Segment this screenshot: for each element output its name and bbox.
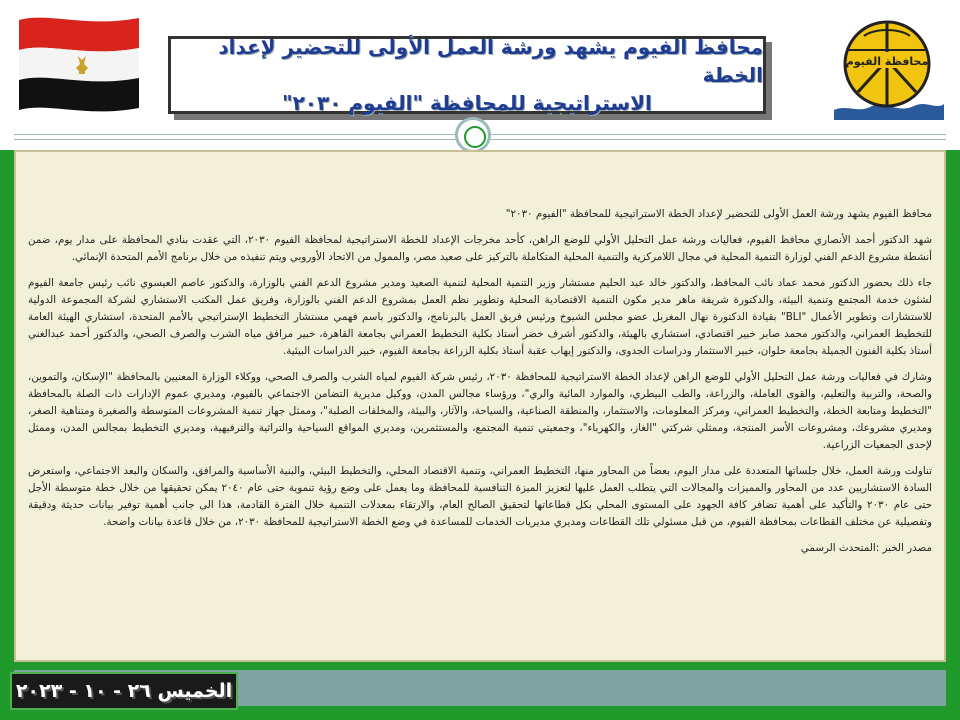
logo-text: محافظة الفيوم bbox=[845, 55, 929, 68]
article-source: مصدر الخبر :المتحدث الرسمي bbox=[800, 542, 932, 554]
article-body bbox=[14, 150, 946, 662]
date-badge: الخميس ٢٦ - ١٠ - ٢٠٢٣ bbox=[10, 672, 238, 710]
page-title-line-1: محافظ الفيوم يشهد ورشة العمل الأولى للتحضير لإعداد الخطة bbox=[218, 35, 763, 87]
page-title-line-2: الاستراتيجية للمحافظة "الفيوم ٢٠٣٠" bbox=[282, 91, 652, 115]
ornament-icon bbox=[455, 117, 491, 153]
article-paragraph-5: تناولت ورشة العمل، خلال جلساتها المتعددة على مدار اليوم، بعضاً من المحاور منها، التخطيط العمراني، وتنمية الاقتصاد المحلي، والتخطيط البيئي، والبنية الأساسية والمرافق، والسكان والبعد الاجتماعي، واستعرض السادة الاستشاريين عدد من المحاور والمميزات والمجالات التي يتطلب العمل عليها لتعزيز الميزة التنافسية للمحافظة وما يعمل على وضع رؤية تنموية حتى عام ٢٠٤٠ يمكن تحقيقها من خلال خطة متوسطة الأجل حتى عام ٢٠٣٠ والتأكيد على أهمية تضافر كافة الجهود على المستوى المحلي بكل قطاعاتها لتحقيق الصالح العام، والارتقاء بمعدلات التنمية خلال الفترة القادمة، هذا الى جانب أهمية توفير بيانات حديثة ودقيقة وتفصيلية عن مختلف القطاعات بمحافظة الفيوم، من قبل مسئولي تلك القطاعات ومديري مديريات الخدمات للمساعدة في وضع الخطة الاستراتيجية للمحافظة ٢٠٣٠، من خلال قاعدة بيانات واضحة. bbox=[28, 465, 932, 528]
article-paragraph-4: وشارك في فعاليات ورشة عمل التحليل الأولي للوضع الراهن لإعداد الخطة الاستراتيجية للمحافظة ٢٠٣٠، رئيس شركة الفيوم لمياه الشرب والصرف الصحي، ووكلاء الوزارة المعنيين بالمحافظة "الإسكان، والتموين، والصحة، والتربية والتعليم، والقوى العاملة، والزراعة، والطب البيطري، والموارد المائية والري"، ورؤساء مجالس المدن، ووكيل مديرية التضامن الاجتماعي بالفيوم، ومديري عموم الإدارات ذات الصلة بالمحافظة "التخطيط ومتابعة الخطة، والتخطيط العمراني، ومركز المعلومات، والاستثمار، والمنطقة الصناعية، والسياحة، والآثار، والبيئة، والمخلفات الصلبة"، وممثل جهاز تنمية المشروعات المتوسطة والصغيرة ومتناهية الصغر، ومديري مشروعك، ومشروعات الأسر المنتجة، وممثلي شركتي "الغاز، والكهرباء"، وجمعيتي تنمية المجتمع، والمستثمرين، ومديري المواقع السياحية والتراثية والترفيهية، ومديري التخطيط بمجالس المدن، وممثل لإحدى الجمعيات الزراعية. bbox=[28, 371, 933, 451]
article-paragraph-1: محافظ الفيوم يشهد ورشة العمل الأولى للتحضير لإعداد الخطة الاستراتيجية للمحافظة "الفيوم ٢٠٣٠" bbox=[505, 208, 932, 220]
left-green-bar bbox=[0, 150, 14, 720]
title-box bbox=[168, 36, 766, 114]
egypt-flag-icon bbox=[14, 14, 144, 114]
article-paragraph-3: جاء ذلك بحضور الدكتور محمد عماد نائب المحافظ، والدكتور خالد عبد الحليم مستشار وزير التنمية المحلية لتنمية الصعيد ومدير مشروع الدعم الفني بالوزارة، والدكتور عاصم العيسوي نائب رئيس جامعة الفيوم لشئون خدمة المجتمع وتنمية البيئة، والدكتورة شريفة ماهر مدير مكون التنمية الاقتصادية المحلية وتطوير نظم العمل بمشروع الدعم الفني بالوزارة، وفريق عمل المكتب الاستشاري لشركة المجموعة الدولية للاستشارات وتطوير الأعمال "BLI" بقيادة الدكتورة نهال المغربل عضو مجلس الشيوخ ورئيس فريق العمل بالبرنامج، والدكتور باسم فهمي مستشار التخطيط الإستراتيجي بالأمم المتحدة، استشاري الهيئة العامة للتخطيط العمراني، والدكتور محمد صابر خبير اقتصادي، استشاري بالهيئة، والدكتور أشرف خضر أستاذ بكلية التخطيط العمراني بجامعة القاهرة، خبير مرافق مياه الشرب والصرف الصحي، والدكتور أحمد عبدالغني أستاذ بكلية الفنون الجميلة بجامعة حلوان، خبير الاستثمار ودراسات الجدوى، والدكتور إيهاب عقبة أستاذ بكلية الزراعة بجامعة الفيوم، خبير الدراسات البيئية. bbox=[28, 277, 932, 357]
right-green-bar bbox=[946, 150, 960, 720]
article-paragraph-2: شهد الدكتور أحمد الأنصاري محافظ الفيوم، فعاليات ورشة عمل التحليل الأولي للوضع الراهن، كأحد مخرجات الإعداد للخطة الاستراتيجية لمحافظة الفيوم ٢٠٣٠، التي عقدت بنادي المحافظة على مدار يوم، ضمن أنشطة مشروع الدعم الفني لوزارة التنمية المحلية في مجال اللامركزية والتنمية المحلية المتكاملة بالتركيز على صعيد مصر، والممول من الاتحاد الأوروبي ويتم تنفيذه من خلال برنامج الأمم المتحدة الإنمائي. bbox=[28, 234, 932, 263]
governorate-logo-icon bbox=[828, 14, 946, 122]
